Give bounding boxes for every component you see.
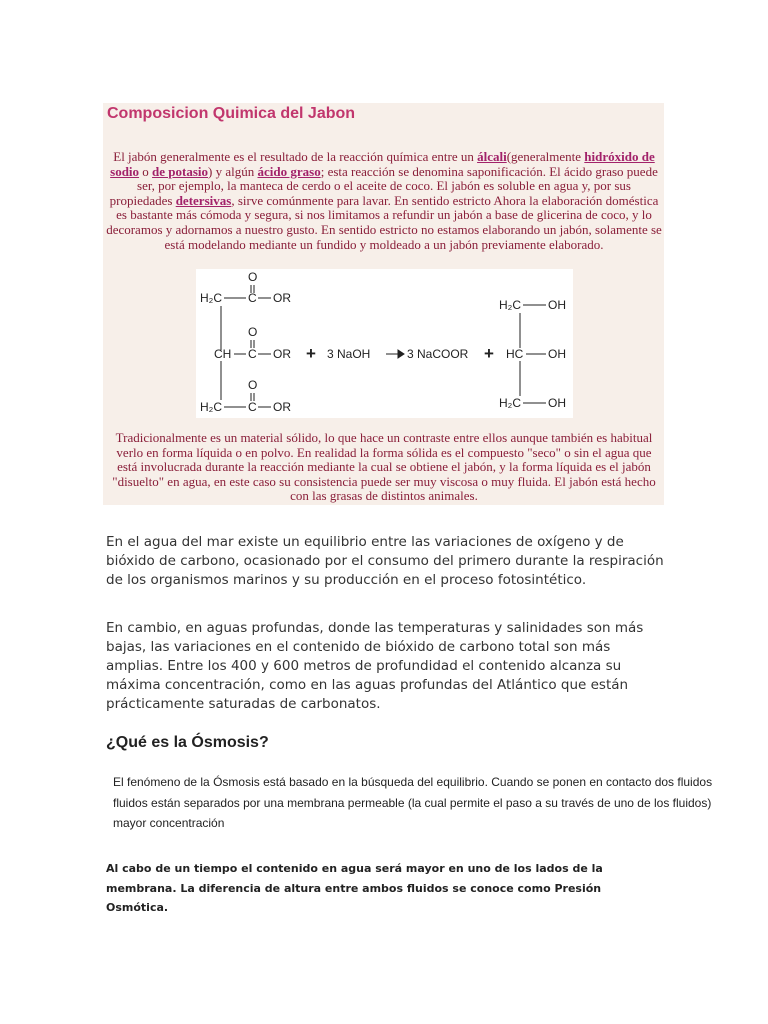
- saponification-formula: [196, 269, 573, 418]
- link-de-potasio[interactable]: de potasio: [152, 163, 209, 179]
- formula-naoh: 3 NaOH: [327, 347, 371, 361]
- formula-h2c-bottom: H₂C: [200, 400, 222, 414]
- formula-c-mid: C: [248, 347, 257, 361]
- formula-ch: CH: [214, 347, 232, 361]
- link-detersivas[interactable]: detersivas: [175, 192, 232, 208]
- formula-oh-top: OH: [548, 298, 566, 312]
- osmosis-line-3: mayor concentración: [113, 816, 225, 830]
- soap-composition-box: [103, 103, 664, 505]
- formula-h2c-top: H₂C: [200, 291, 222, 305]
- formula-c-bottom: C: [248, 400, 257, 414]
- formula-oh-bottom: OH: [548, 396, 566, 410]
- soap-form-paragraph: Tradicionalmente es un material sólido, lo que hace un contraste entre ellos aunque también es habitual verlo en forma líquida o en polvo. En realidad la forma sólida es el compuesto "seco" o sin el agua que está involucrada durante la reacción mediante la cual se obtiene el jabón, y la forma líquida es el jabón "disuelto" en agua, en este caso su consistencia puede ser muy viscosa o muy fluida. El jabón está hecho con las grasas de distintos animales.: [112, 430, 656, 504]
- formula-plus-1: +: [306, 344, 316, 363]
- formula-nacoor: 3 NaCOOR: [407, 347, 469, 361]
- formula-or-top: OR: [273, 291, 291, 305]
- link-hidroxido-de-sodio[interactable]: hidróxido de sodio: [110, 149, 655, 179]
- formula-or-bottom: OR: [273, 400, 291, 414]
- formula-plus-2: +: [484, 344, 494, 363]
- formula-glycerol-h2c-top: H₂C: [499, 298, 521, 312]
- sea-equilibrium-paragraph: En el agua del mar existe un equilibrio entre las variaciones de oxígeno y de bióxido de carbono, ocasionado por el consumo del primero durante la respiración de los organismos marinos y su producción en el proceso fotosintético.: [106, 534, 664, 588]
- formula-o-top: O: [248, 270, 258, 284]
- soap-intro-paragraph: El jabón generalmente es el resultado de la reacción química entre un álcali(generalmente hidróxido de sodio o de potasio) y algún ácido graso; esta reacción se denomina saponificación. El ácido graso puede ser, por ejemplo, la manteca de cerdo o el aceite de coco. El jabón es soluble en agua y, por sus propiedades detersivas, sirve comúnmente para lavar. En sentido estricto Ahora la elaboración doméstica es bastante más cómoda y segura, si nos limitamos a refundir un jabón a base de glicerina de coco, y lo decoramos y adornamos a nuestro gusto. En sentido estricto no estamos elaborando un jabón, solamente se está modelando mediante un fundido y moldeado a un jabón previamente elaborado.: [106, 149, 662, 252]
- deep-water-paragraph: En cambio, en aguas profundas, donde las temperaturas y salinidades son más bajas, las variaciones en el contenido de bióxido de carbono total son más amplias. Entre los 400 y 600 metros de profundidad el contenido alcanza su máxima concentración, como en las aguas profundas del Atlántico que están prácticamente saturadas de carbonatos.: [106, 620, 644, 712]
- formula-o-mid: O: [248, 325, 258, 339]
- osmotic-pressure-paragraph: Al cabo de un tiempo el contenido en agua será mayor en uno de los lados de la membrana. La diferencia de altura entre ambos fluidos se conoce como Presión Osmótica.: [106, 862, 603, 914]
- box-title: Composicion Quimica del Jabon: [107, 105, 356, 122]
- formula-c-top: C: [248, 291, 257, 305]
- formula-o-bottom: O: [248, 378, 258, 392]
- formula-glycerol-h2c-bottom: H₂C: [499, 396, 521, 410]
- formula-hc: HC: [506, 347, 524, 361]
- formula-svg: [196, 269, 573, 418]
- link-acido-graso[interactable]: ácido graso: [257, 163, 321, 179]
- osmosis-line-2: fluidos están separados por una membrana permeable (la cual permite el paso a su través de uno de los fluidos): [113, 795, 712, 810]
- formula-or-mid: OR: [273, 347, 291, 361]
- osmosis-paragraph: [113, 772, 768, 834]
- link-alcali[interactable]: álcali: [477, 149, 507, 164]
- osmosis-line-1: El fenómeno de la Ósmosis está basado en la búsqueda del equilibrio. Cuando se ponen en contacto dos fluidos: [113, 775, 713, 789]
- formula-oh-mid: OH: [548, 347, 566, 361]
- formula-arrow-head: [398, 350, 404, 358]
- osmosis-heading: ¿Qué es la Ósmosis?: [106, 734, 269, 751]
